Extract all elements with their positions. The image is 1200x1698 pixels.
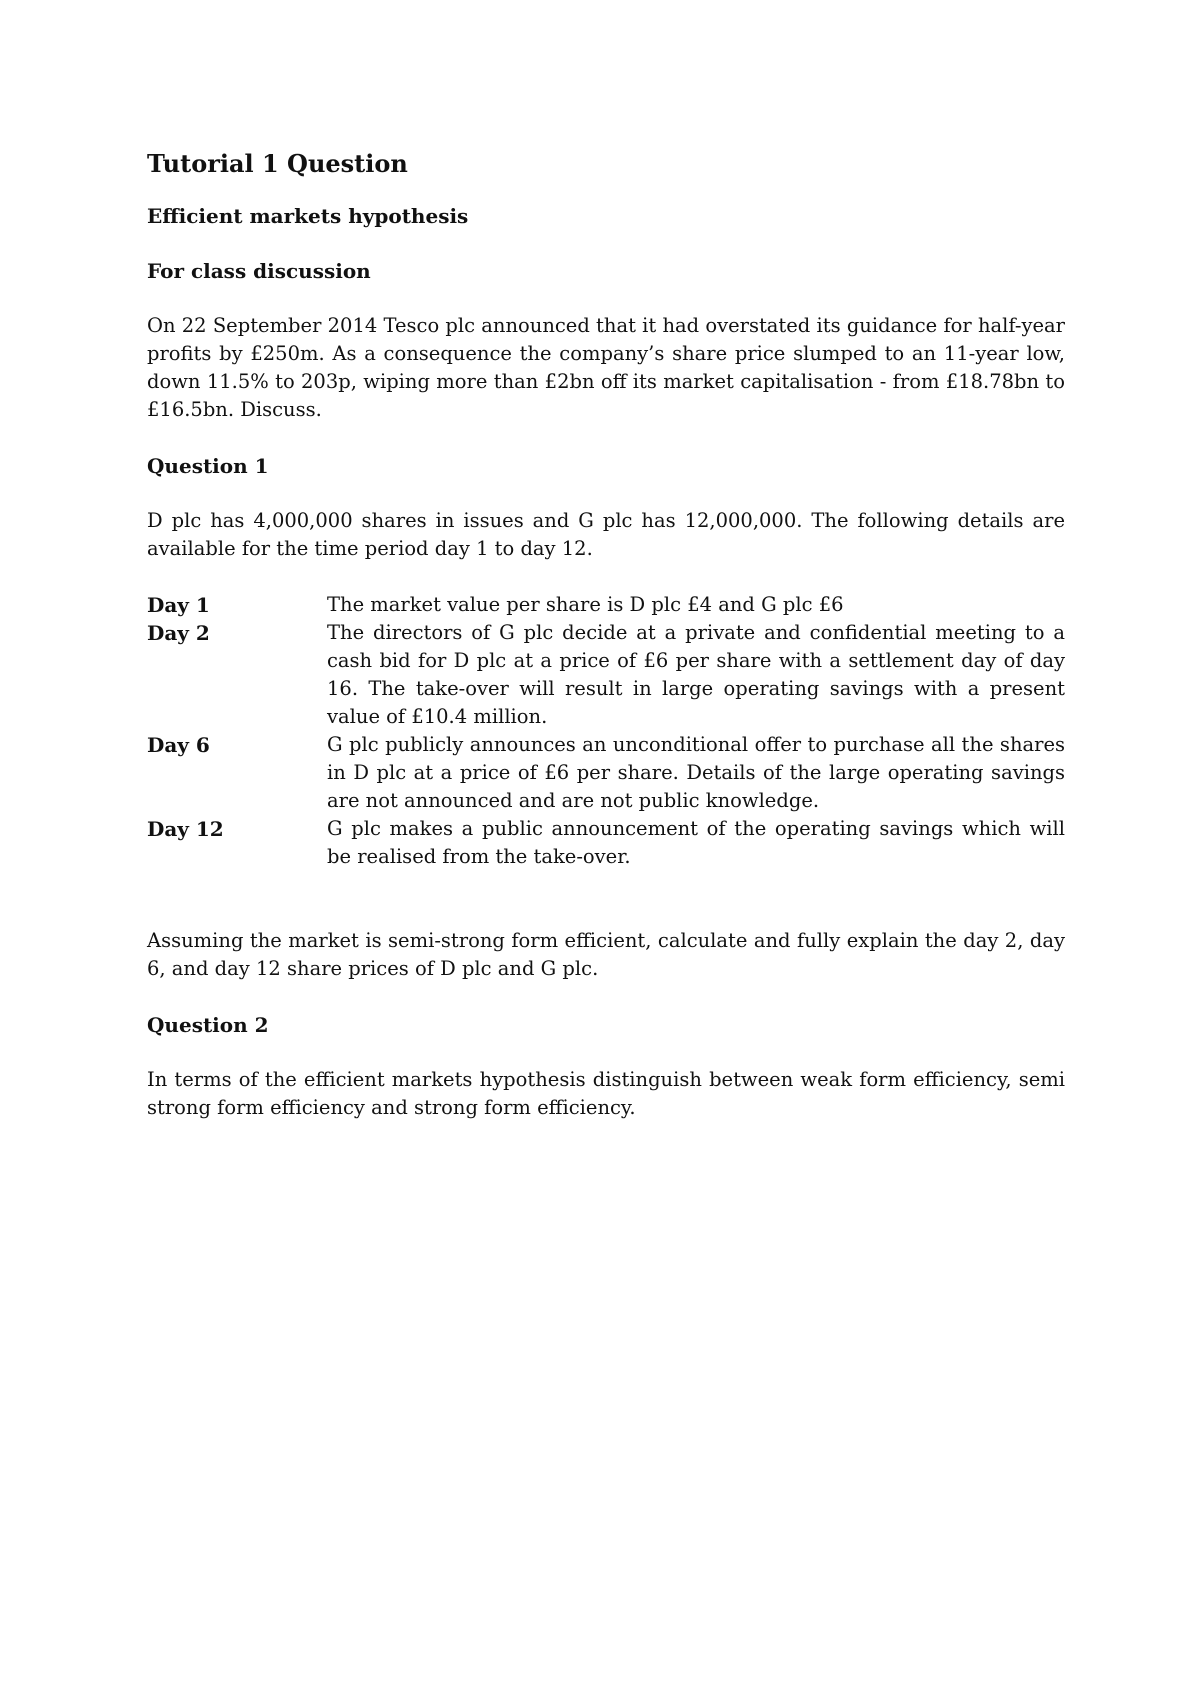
day-description: The market value per share is D plc £4 and G plc £6 (327, 593, 844, 616)
day-description: G plc makes a public announcement of the operating savings which will be realised from the take-over. (327, 817, 1065, 868)
document-content (147, 148, 1065, 1150)
day-description: The directors of G plc decide at a private and confidential meeting to a cash bid for D plc at a price of £6 per share with a settlement day of day 16. The take-over will result in large operating savings with a present value of £10.4 million. (327, 621, 1065, 728)
day-label: Day 2 (147, 621, 210, 645)
day-label: Day 1 (147, 593, 210, 617)
day-description: G plc publicly announces an unconditional offer to purchase all the shares in D plc at a price of £6 per share. Details of the large operating savings are not announced and are not public knowledge. (327, 733, 1065, 812)
day-row (147, 731, 1065, 815)
day-label: Day 12 (147, 817, 224, 841)
day-row (147, 619, 1065, 731)
question-2-text: In terms of the efficient markets hypothesis distinguish between weak form efficiency, semi strong form efficiency and strong form efficiency. (147, 1068, 1065, 1119)
discussion-paragraph: On 22 September 2014 Tesco plc announced that it had overstated its guidance for half-year profits by £250m. As a consequence the company’s share price slumped to an 11-year low, down 11.5% to 203p, wiping more than £2bn off its market capitalisation - from £18.78bn to £16.5bn. Discuss. (147, 314, 1065, 421)
discussion-heading: For class discussion (147, 259, 371, 283)
question-1-heading: Question 1 (147, 454, 269, 478)
day-row (147, 815, 1065, 871)
day-row (147, 591, 1065, 619)
question-2-heading: Question 2 (147, 1013, 269, 1037)
day-label: Day 6 (147, 733, 210, 757)
question-1-intro: D plc has 4,000,000 shares in issues and G plc has 12,000,000. The following details are available for the time period day 1 to day 12. (147, 509, 1065, 560)
section-heading: Efficient markets hypothesis (147, 204, 469, 228)
document-title: Tutorial 1 Question (147, 149, 408, 178)
question-1-task: Assuming the market is semi-strong form efficient, calculate and fully explain the day 2, day 6, and day 12 share prices of D plc and G plc. (147, 929, 1065, 980)
day-schedule (147, 591, 1065, 871)
